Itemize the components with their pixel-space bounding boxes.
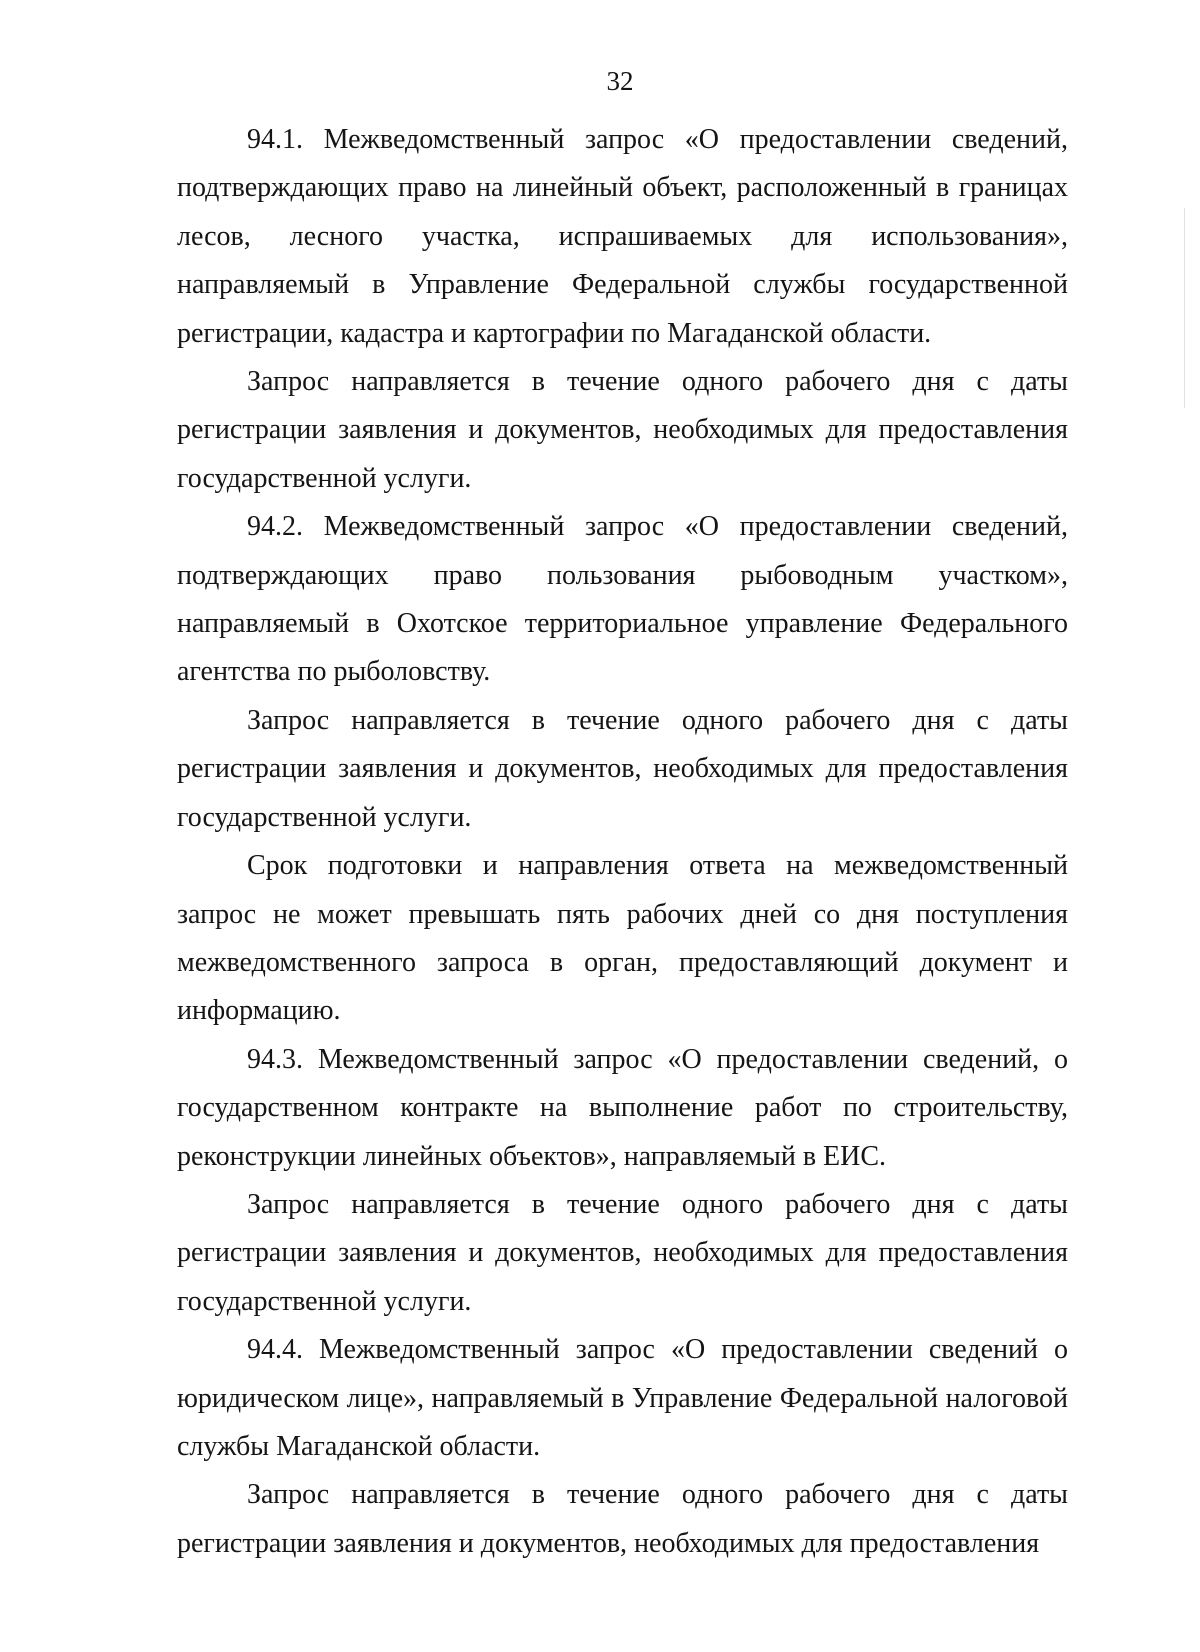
paragraph-response-deadline: Срок подготовки и направления ответа на межведомственный запрос не может превышать пять рабочих дней со дня поступления межведомственного запроса в орган, предоставляющий документ и информацию.	[177, 850, 1068, 1027]
paragraph-request-deadline-4: Запрос направляется в течение одного рабочего дня с даты регистрации заявления и документов, необходимых для предоставления	[177, 1479, 1068, 1559]
paragraph-request-deadline-3: Запрос направляется в течение одного рабочего дня с даты регистрации заявления и документов, необходимых для предоставления государственной услуги.	[177, 1188, 1068, 1317]
paragraph-request-deadline-1: Запрос направляется в течение одного рабочего дня с даты регистрации заявления и документов, необходимых для предоставления государственной услуги.	[177, 366, 1068, 494]
document-body	[177, 116, 1068, 1568]
paragraph-94-4: 94.4. Межведомственный запрос «О предоставлении сведений о юридическом лице», направляемый в Управление Федеральной налоговой службы Магаданской области.	[177, 1334, 1068, 1462]
scan-edge-mark	[1184, 208, 1185, 408]
paragraph-94-3: 94.3. Межведомственный запрос «О предоставлении сведений, о государственном контракте на выполнение работ по строительству, реконструкции линейных объектов», направляемый в ЕИС.	[177, 1043, 1068, 1172]
paragraph-94-2: 94.2. Межведомственный запрос «О предоставлении сведений, подтверждающих право пользования рыбоводным участком», направляемый в Охотское территориальное управление Федерального агентства по рыболовству.	[177, 511, 1068, 688]
paragraph-94-1: 94.1. Межведомственный запрос «О предоставлении сведений, подтверждающих право на линейный объект, расположенный в границах лесов, лесного участка, испрашиваемых для использования», направляемый в Управление Федеральной службы государственной регистрации, кадастра и картографии по Магаданской области.	[177, 124, 1068, 349]
page-number: 32	[606, 66, 634, 96]
paragraph-request-deadline-2: Запрос направляется в течение одного рабочего дня с даты регистрации заявления и документов, необходимых для предоставления государственной услуги.	[177, 704, 1068, 833]
